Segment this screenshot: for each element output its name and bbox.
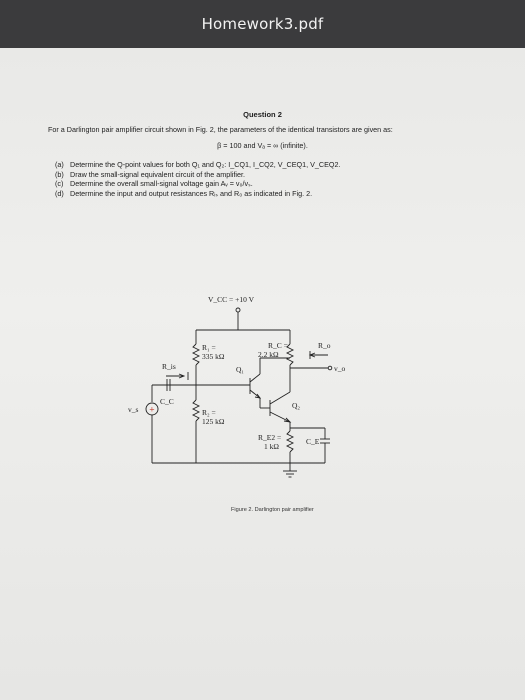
ce-label: C_E bbox=[306, 437, 320, 446]
question-title: Question 2 bbox=[243, 110, 282, 119]
pdf-page[interactable] bbox=[0, 48, 525, 700]
task-list bbox=[55, 160, 340, 198]
task-item: (a) Determine the Q-point values for both Q₁ and Q₂: I_CQ1, I_CQ2, V_CEQ1, V_CEQ2. bbox=[55, 160, 341, 169]
re2-resistor bbox=[287, 431, 293, 452]
rc-value-label: 2.2 kΩ bbox=[258, 350, 279, 359]
vcc-label: V_CC = +10 V bbox=[208, 295, 255, 304]
r2-value-label: 125 kΩ bbox=[202, 417, 225, 426]
given-parameters: β = 100 and Vₐ = ∞ (infinite). bbox=[217, 141, 308, 150]
task-item: (b) Draw the small-signal equivalent circuit of the amplifier. bbox=[55, 169, 245, 179]
rc-resistor bbox=[287, 344, 293, 365]
task-item: (c) Determine the overall small-signal voltage gain Aᵥ = v₀/vₛ. bbox=[55, 179, 253, 189]
r1-value-label: 335 kΩ bbox=[202, 352, 225, 361]
rc-name-label: R_C = bbox=[268, 341, 288, 350]
ris-label: R_is bbox=[162, 362, 176, 371]
r1-resistor bbox=[193, 344, 199, 365]
cc-label: C_C bbox=[160, 397, 174, 406]
figure-caption: Figure 2. Darlington pair amplifier bbox=[231, 507, 314, 513]
ro-label: R_o bbox=[318, 341, 331, 350]
vs-label: v_s bbox=[128, 405, 139, 414]
darlington-circuit-diagram bbox=[128, 288, 380, 543]
r1-name-label: R₁ = bbox=[202, 343, 216, 352]
question-intro: For a Darlington pair amplifier circuit shown in Fig. 2, the parameters of the identical transistors are given as: bbox=[48, 125, 393, 134]
task-item: (d) Determine the input and output resistances Rᵢₛ and R₀ as indicated in Fig. 2. bbox=[55, 188, 313, 198]
q1-label: Q₁ bbox=[236, 365, 245, 374]
document-title: Homework3.pdf bbox=[201, 15, 324, 33]
vo-label: v_o bbox=[334, 364, 346, 373]
re2-name-label: R_E2 = bbox=[258, 433, 282, 442]
r2-resistor bbox=[193, 400, 199, 421]
title-bar bbox=[0, 0, 525, 48]
source-plus-icon: + bbox=[149, 405, 155, 414]
q2-label: Q₂ bbox=[292, 401, 301, 410]
r2-name-label: R₂ = bbox=[202, 408, 216, 417]
re2-value-label: 1 kΩ bbox=[264, 442, 279, 451]
